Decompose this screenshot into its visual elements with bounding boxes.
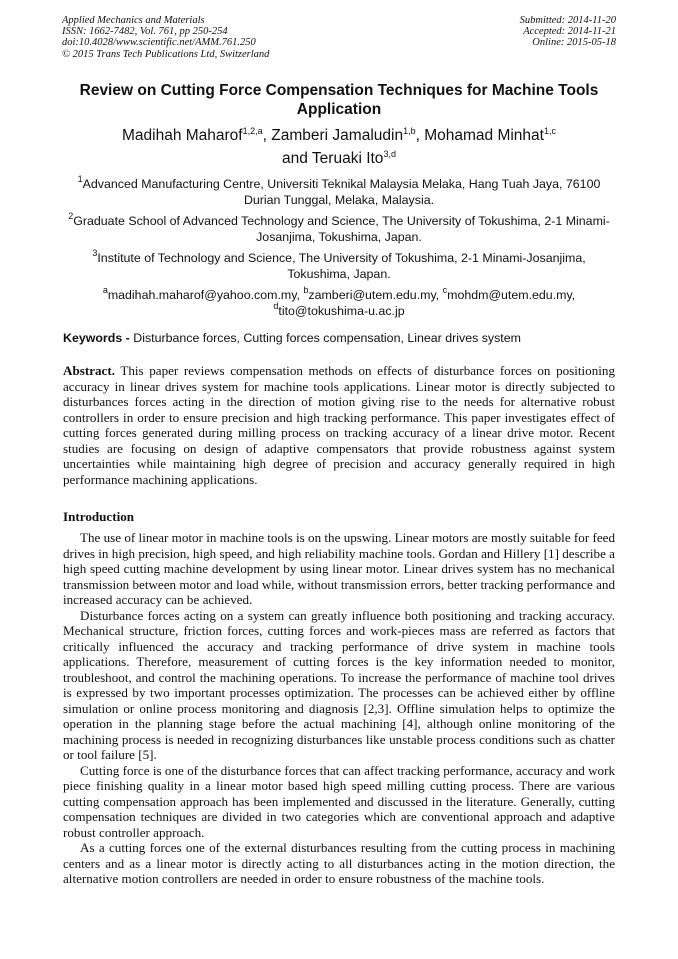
paragraph: Cutting force is one of the disturbance forces that can affect tracking performance, accuracy and work piece finishing quality in a linear motor based high speed milling cutting process. There are various cutting compensation approach has been implemented and discussed in the literature. Generally, cutting compensation techniques are divided in two categories which are conventional approach and adaptive robust controller approach. — [63, 762, 615, 840]
email-sup: a — [102, 285, 108, 295]
accepted-date: Accepted: 2014-11-21 — [523, 26, 616, 38]
abstract — [63, 363, 615, 487]
online-date: Online: 2015-05-18 — [532, 37, 616, 49]
journal-info — [62, 15, 269, 60]
author-sup: 1,c — [543, 126, 556, 136]
author-line-1 — [60, 124, 618, 147]
affiliation-2 — [62, 213, 616, 245]
author-name: and Teruaki Ito — [282, 150, 384, 167]
affiliation-1 — [62, 176, 616, 208]
email-sup: d — [273, 301, 279, 311]
author-name: Zamberi Jamaludin — [271, 127, 404, 144]
author-sup: 1,2,a — [242, 126, 263, 136]
email-line-2 — [62, 303, 616, 319]
journal-name: Applied Mechanics and Materials — [62, 15, 205, 26]
paragraph: The use of linear motor in machine tools is on the upswing. Linear motors are mostly suitable for feed drives in high precision, high speed, and high reliability machine tools. Gordan and Hillery [1] describe a high speed cutting machine development by using linear motor. Linear drives system has no mechanical transmission between motor and load while, without transmission errors, better tracking performance and increased accuracy can be achieved. — [63, 530, 615, 607]
affiliation-3 — [62, 250, 616, 282]
author-list — [60, 124, 618, 170]
introduction-heading: Introduction — [63, 509, 135, 524]
author-name: Mohamad Minhat — [424, 127, 544, 144]
paragraph: Disturbance forces acting on a system can greatly influence both positioning and tracking accuracy. Mechanical structure, friction forces, cutting forces and work-pieces mass are referred as factors that critically influenced the accuracy and tracking performance of drive system in machine tools applications. Therefore, measurement of cutting forces is the key information needed to monitor, troubleshoot, and control the machining operations. To increase the performance of machine tool drives is expressed by two important processes optimization. The processes can be achieved either by offline simulation or online process monitoring and diagnosis [2,3]. Offline simulation helps to optimize the operation in the planning stage before the actual machining [4], although online monitoring of the machining process is needed in recognizing disturbances like unstable process conditions such as chatter or tool failure [5]. — [63, 607, 615, 762]
author-line-2 — [60, 147, 618, 170]
introduction-body — [63, 530, 615, 887]
affiliation-sup: 1 — [77, 174, 83, 184]
keywords-label: Keywords - — [63, 331, 130, 345]
submission-dates — [520, 15, 616, 49]
email-line-1 — [62, 287, 616, 303]
affiliation-text: Advanced Manufacturing Centre, Universiti Teknikal Malaysia Melaka, Hang Tuah Jaya, 76100 Durian Tunggal, Melaka, Malaysia. — [82, 177, 601, 207]
author-sup: 3,d — [383, 149, 396, 159]
journal-issn: ISSN: 1662-7482, Vol. 761, pp 250-254 — [62, 26, 228, 38]
email: madihah.maharof@yahoo.com.my, — [107, 288, 304, 302]
author-sep: , — [262, 127, 272, 144]
email-sup: b — [303, 285, 309, 295]
author-sup: 1,b — [403, 126, 416, 136]
submitted-date: Submitted: 2014-11-20 — [519, 15, 616, 26]
paper-title: Review on Cutting Force Compensation Techniques for Machine Tools Application — [79, 82, 599, 118]
author-name: Madihah Maharof — [121, 127, 243, 144]
email: tito@tokushima-u.ac.jp — [278, 304, 405, 318]
paragraph: As a cutting forces one of the external disturbances resulting from the cutting process in machining centers and as a linear motor is directly acting to all disturbances acting in the motion direction, the alternative motion controllers are needed in order to ensure robustness of the machine tools. — [63, 840, 615, 886]
email: mohdm@utem.edu.my, — [447, 288, 576, 302]
keywords-text: Disturbance forces, Cutting forces compensation, Linear drives system — [129, 331, 521, 345]
affiliation-text: Institute of Technology and Science, The University of Tokushima, 2-1 Minami-Josanjima, Tokushima, Japan. — [97, 251, 586, 281]
affiliation-sup: 3 — [92, 248, 98, 258]
author-sep: , — [415, 127, 425, 144]
abstract-label: Abstract. — [63, 363, 115, 378]
affiliation-sup: 2 — [68, 211, 74, 221]
abstract-text: This paper reviews compensation methods on effects of disturbance forces on positioning accuracy in linear drives system for machine tools applications. Linear motor is directly subjected to disturbances forces acting in the direction of motion giving rise to the needs for alternative robust controllers in order to ensure precision and high tracking performance. This paper investigates effect of cutting forces generated during milling process on tracking accuracy of a linear drive motor. Recent studies are focusing on design of adaptive compensators that provide robustness against system uncertainties while maintaining high degree of precision and accuracy generally required in high performance machining applications. — [63, 363, 615, 487]
journal-copyright: © 2015 Trans Tech Publications Ltd, Switzerland — [62, 48, 270, 60]
journal-doi: doi:10.4028/www.scientific.net/AMM.761.250 — [62, 37, 256, 49]
author-emails — [62, 287, 616, 319]
affiliations — [62, 176, 616, 319]
affiliation-text: Graduate School of Advanced Technology and Science, The University of Tokushima, 2-1 Minami-Josanjima, Tokushima, Japan. — [73, 214, 610, 244]
keywords — [63, 330, 617, 346]
email-sup: c — [442, 285, 448, 295]
email: zamberi@utem.edu.my, — [308, 288, 443, 302]
